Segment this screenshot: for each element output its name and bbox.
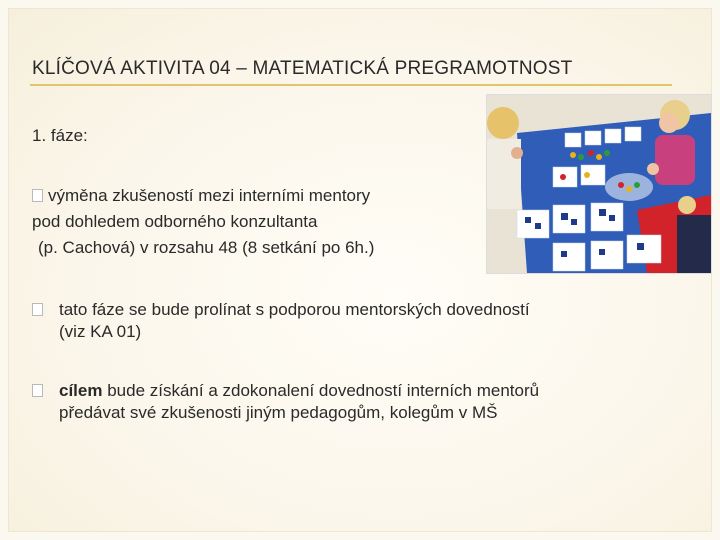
classroom-photo-svg xyxy=(487,95,711,273)
first-point-text-2: pod dohledem odborného konzultanta xyxy=(32,212,318,231)
bullet-2-line-1 xyxy=(59,380,692,402)
bullet-2-rest: bude získání a zdokonalení dovedností interních mentorů xyxy=(102,381,540,400)
first-point-line-1 xyxy=(32,183,482,209)
phase-label: 1. fáze: xyxy=(32,126,88,145)
bullet-box-icon xyxy=(32,384,43,397)
title-underline xyxy=(30,84,672,86)
slide-title: KLÍČOVÁ AKTIVITA 04 – MATEMATICKÁ PREGRAMOTNOST xyxy=(32,58,573,79)
bullet-box-icon xyxy=(32,303,43,316)
bullet-2-bold: cílem xyxy=(59,381,103,400)
first-point xyxy=(32,183,482,261)
bullet-item-1 xyxy=(32,299,692,343)
first-point-text-3: (p. Cachová) v rozsahu 48 (8 setkání po 6h.) xyxy=(38,238,375,257)
classroom-photo xyxy=(486,94,712,274)
bullet-box-icon xyxy=(32,189,43,202)
bullet-1-line-2: (viz KA 01) xyxy=(59,322,142,341)
bullet-1-line-1: tato fáze se bude prolínat s podporou mentorských dovedností xyxy=(59,300,530,319)
bullet-2-line-2: předávat své zkušenosti jiným pedagogům, kolegům v MŠ xyxy=(59,403,498,422)
bullet-item-2 xyxy=(32,380,692,424)
first-point-text-1: výměna zkušeností mezi interními mentory xyxy=(48,186,371,205)
